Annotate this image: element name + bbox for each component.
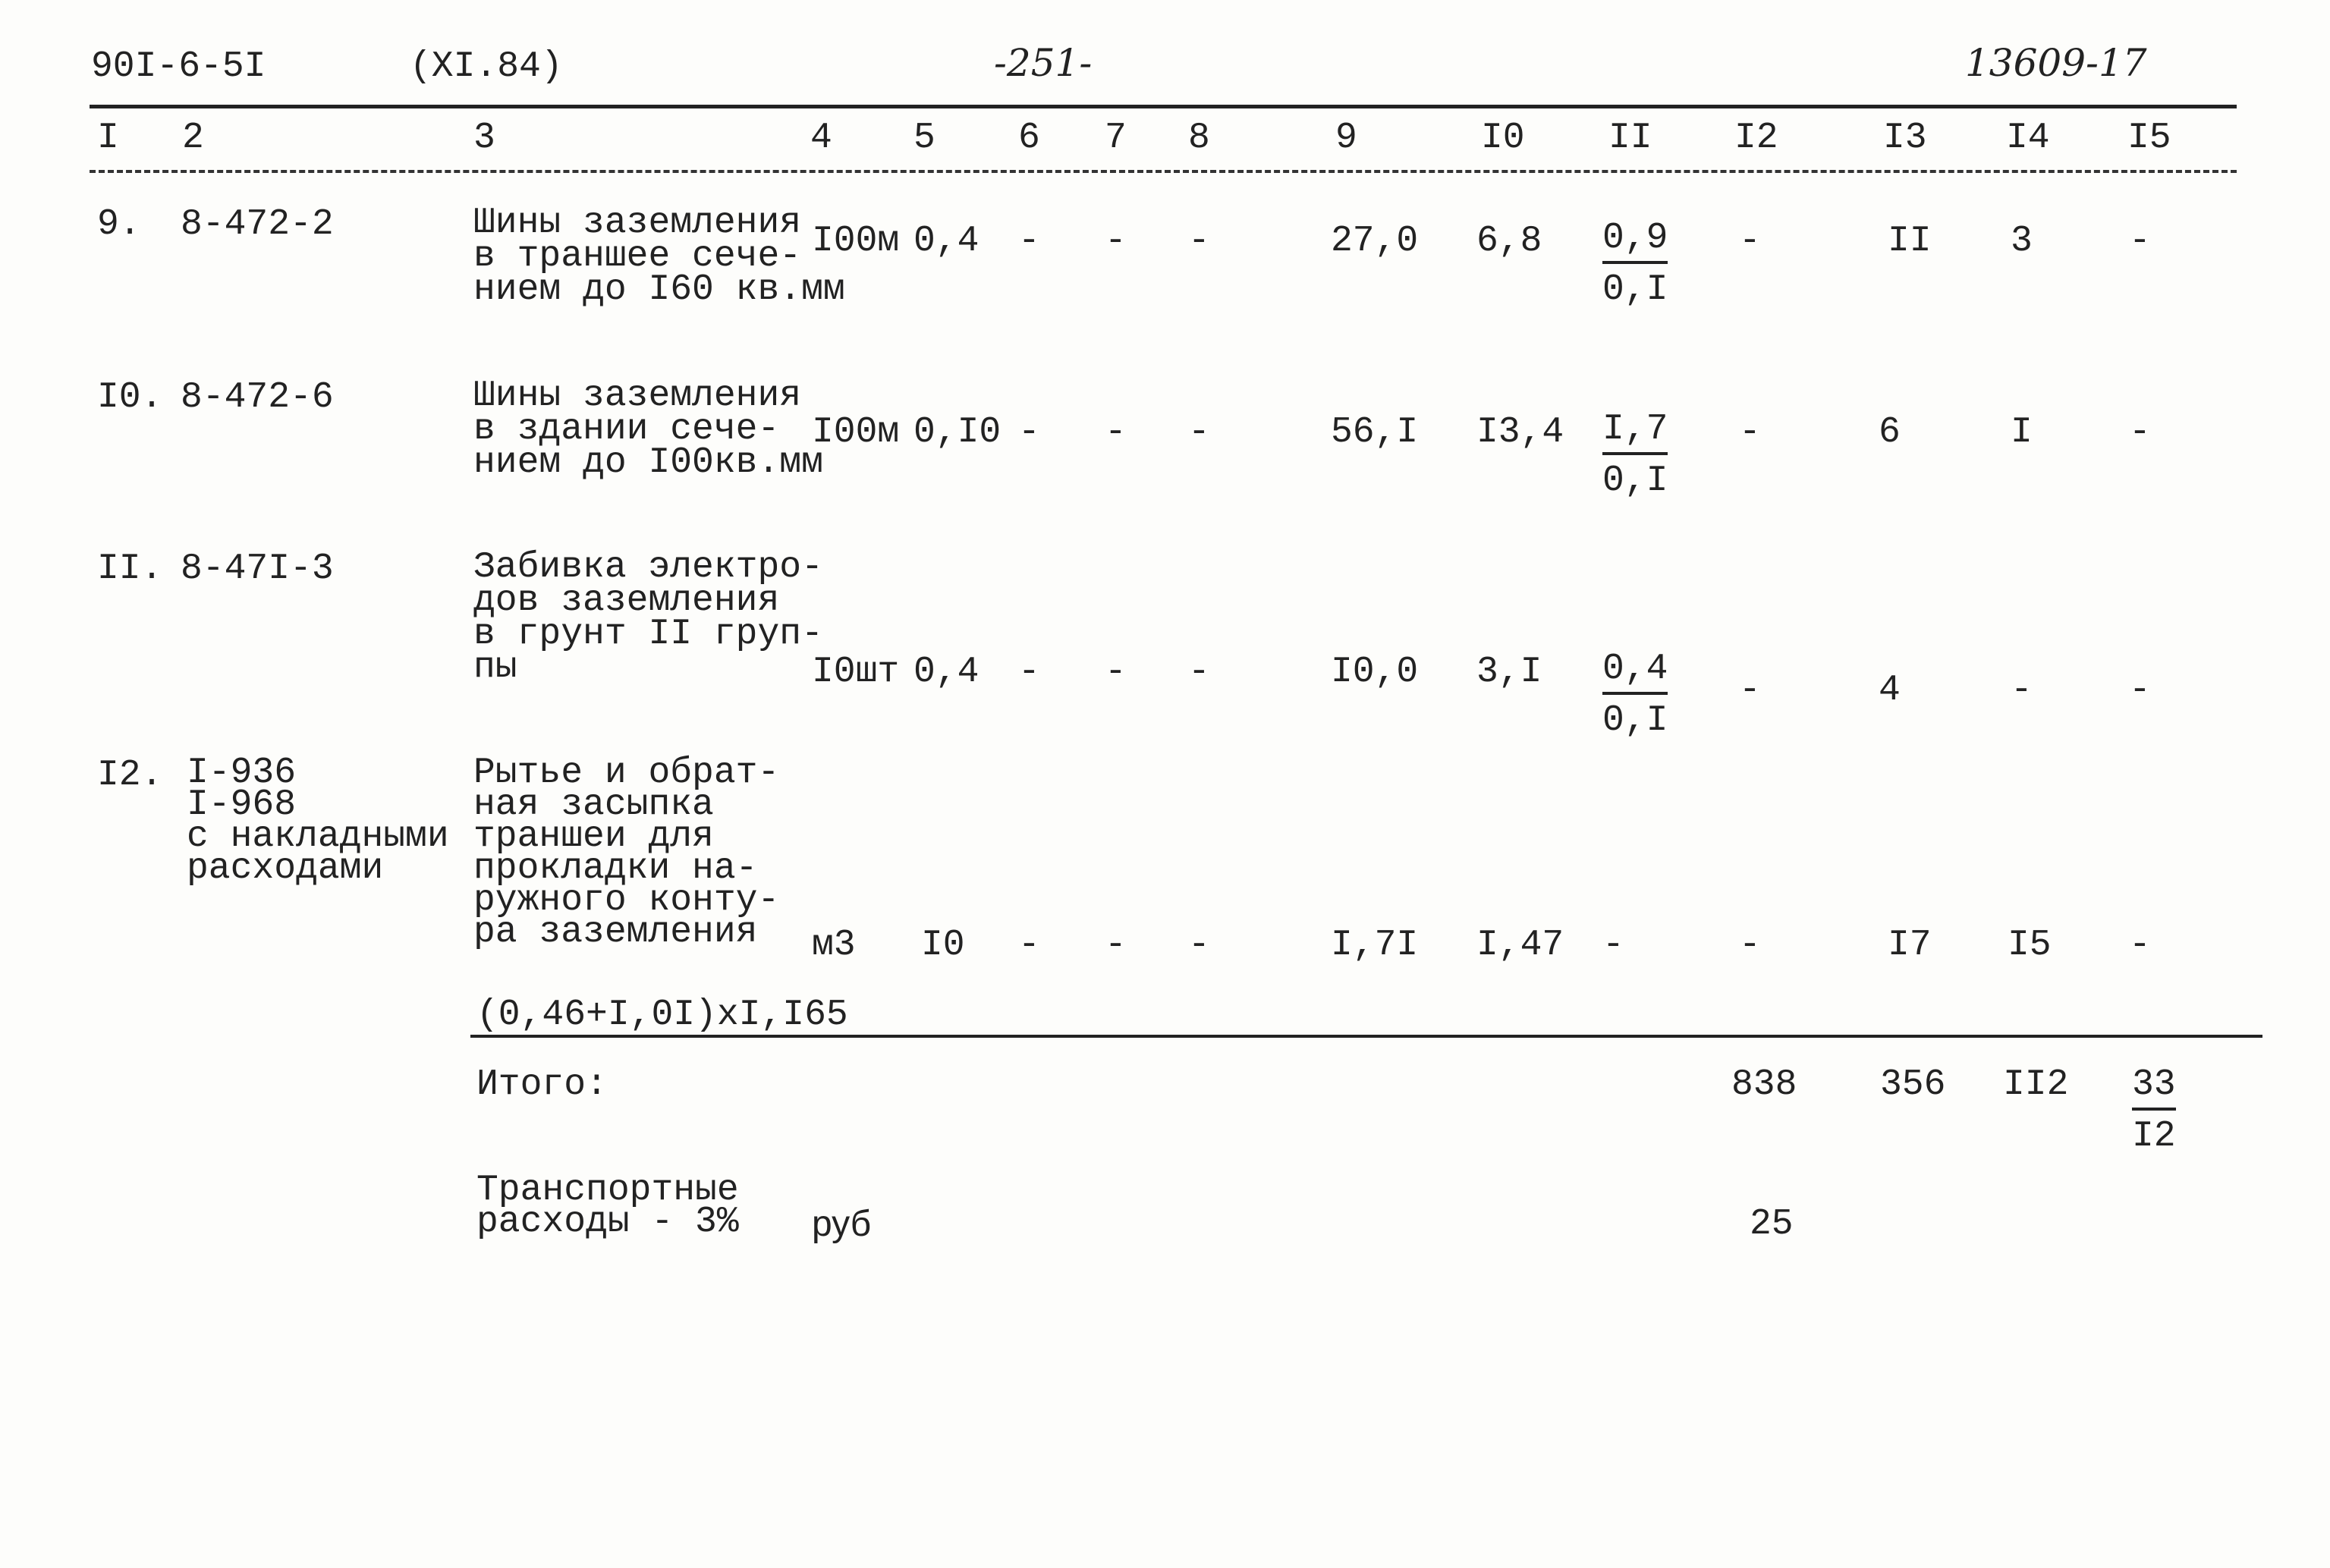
- row-col13: 6: [1879, 412, 1901, 453]
- row-col11: -: [1602, 925, 1624, 966]
- row-col8: -: [1188, 652, 1210, 693]
- row-col9: I,7I: [1331, 925, 1419, 966]
- row-col11-fraction: [1602, 651, 1668, 739]
- totals-rule: [470, 1035, 2262, 1038]
- row-col9: I0,0: [1331, 652, 1419, 693]
- row-name: Шины заземления в здании сече- нием до I00кв.мм: [473, 376, 823, 483]
- transport-col12: 25: [1750, 1204, 1794, 1245]
- row-unit: I00м: [812, 412, 900, 453]
- row-number: I2.: [97, 755, 163, 796]
- column-header: 7: [1105, 118, 1127, 159]
- column-header: 6: [1018, 118, 1040, 159]
- fraction-denominator: 0,I: [1602, 700, 1668, 741]
- fraction-denominator: 0,I: [1602, 460, 1668, 501]
- row-col15: -: [2129, 221, 2151, 262]
- row-name: Забивка электро- дов заземления в грунт II груп- пы: [473, 547, 823, 688]
- date-code: (XI.84): [410, 46, 563, 87]
- row-col6: -: [1018, 925, 1040, 966]
- row-col7: -: [1105, 925, 1127, 966]
- row-formula: (0,46+I,0I)xI,I65: [476, 995, 848, 1035]
- row-col7: -: [1105, 412, 1127, 453]
- fraction-numerator: I,7: [1602, 411, 1668, 455]
- row-col10: I3,4: [1476, 412, 1564, 453]
- row-col8: -: [1188, 221, 1210, 262]
- row-unit: м3: [812, 925, 856, 966]
- row-unit: I00м: [812, 221, 900, 262]
- fraction-denominator: 0,I: [1602, 269, 1668, 310]
- column-header: II: [1608, 118, 1652, 159]
- column-header: 9: [1335, 118, 1357, 159]
- row-col9: 56,I: [1331, 412, 1419, 453]
- row-col8: -: [1188, 412, 1210, 453]
- total-col13: 356: [1880, 1064, 1946, 1105]
- row-name: Рытье и обрат- ная засыпка траншеи для прокладки на- ружного конту- ра заземления: [473, 753, 780, 953]
- row-number: 9.: [97, 204, 141, 245]
- header-bottom-rule: [90, 170, 2237, 173]
- column-header: I4: [2006, 118, 2050, 159]
- header-top-rule: [90, 105, 2237, 108]
- row-col14: I: [2011, 412, 2033, 453]
- row-col15: -: [2129, 925, 2151, 966]
- stamp-number: 13609-17: [1965, 41, 2147, 85]
- row-col15: -: [2129, 412, 2151, 453]
- column-header: I0: [1481, 118, 1525, 159]
- row-col6: -: [1018, 412, 1040, 453]
- fraction-numerator: 33: [2132, 1067, 2176, 1111]
- column-header: 5: [913, 118, 935, 159]
- row-quantity: 0,4: [913, 652, 979, 693]
- row-col14: 3: [2011, 221, 2033, 262]
- row-col10: 3,I: [1476, 652, 1542, 693]
- fraction-numerator: 0,9: [1602, 220, 1668, 264]
- row-number: I0.: [97, 377, 163, 418]
- row-col13: I7: [1888, 925, 1932, 966]
- total-label: Итого:: [476, 1064, 608, 1105]
- document-code: 90I-6-5I: [91, 46, 266, 87]
- row-col12: -: [1739, 925, 1761, 966]
- row-col11-fraction: [1602, 220, 1668, 308]
- row-col12: -: [1739, 221, 1761, 262]
- row-col7: -: [1105, 221, 1127, 262]
- row-col6: -: [1018, 652, 1040, 693]
- row-col11-fraction: [1602, 411, 1668, 499]
- row-col10: I,47: [1476, 925, 1564, 966]
- row-quantity: I0: [921, 925, 965, 966]
- row-col8: -: [1188, 925, 1210, 966]
- row-code: 8-472-2: [181, 204, 334, 245]
- row-name: Шины заземления в траншее сече- нием до I60 кв.мм: [473, 203, 845, 310]
- total-col15-fraction: [2132, 1064, 2176, 1157]
- column-header: 3: [473, 118, 495, 159]
- row-col6: -: [1018, 221, 1040, 262]
- row-col15: -: [2129, 670, 2151, 711]
- fraction-numerator: 0,4: [1602, 651, 1668, 695]
- row-col9: 27,0: [1331, 221, 1419, 262]
- row-code: 8-472-6: [181, 377, 334, 418]
- row-quantity: 0,4: [913, 221, 979, 262]
- transport-unit: руб: [812, 1204, 872, 1244]
- row-col13: II: [1888, 221, 1932, 262]
- total-col12: 838: [1731, 1064, 1797, 1105]
- row-col12: -: [1739, 670, 1761, 711]
- row-col14: I5: [2008, 925, 2052, 966]
- column-header: I5: [2127, 118, 2171, 159]
- row-col10: 6,8: [1476, 221, 1542, 262]
- transport-label: Транспортные расходы - 3%: [476, 1170, 739, 1243]
- column-header: 8: [1188, 118, 1210, 159]
- column-header: I: [97, 118, 119, 159]
- column-header: 4: [810, 118, 832, 159]
- row-col14: -: [2011, 670, 2033, 711]
- page-number: -251-: [994, 41, 1093, 85]
- row-code: 8-47I-3: [181, 548, 334, 589]
- row-col7: -: [1105, 652, 1127, 693]
- row-quantity: 0,I0: [913, 412, 1001, 453]
- row-number: II.: [97, 548, 163, 589]
- row-col13: 4: [1879, 670, 1901, 711]
- column-header: I2: [1734, 118, 1778, 159]
- total-col14: II2: [2003, 1064, 2069, 1105]
- fraction-denominator: I2: [2132, 1116, 2176, 1157]
- column-header: I3: [1883, 118, 1927, 159]
- row-code: I-936 I-968 с накладными расходами: [187, 753, 449, 889]
- row-unit: I0шт: [812, 652, 900, 693]
- column-header: 2: [182, 118, 204, 159]
- row-col12: -: [1739, 412, 1761, 453]
